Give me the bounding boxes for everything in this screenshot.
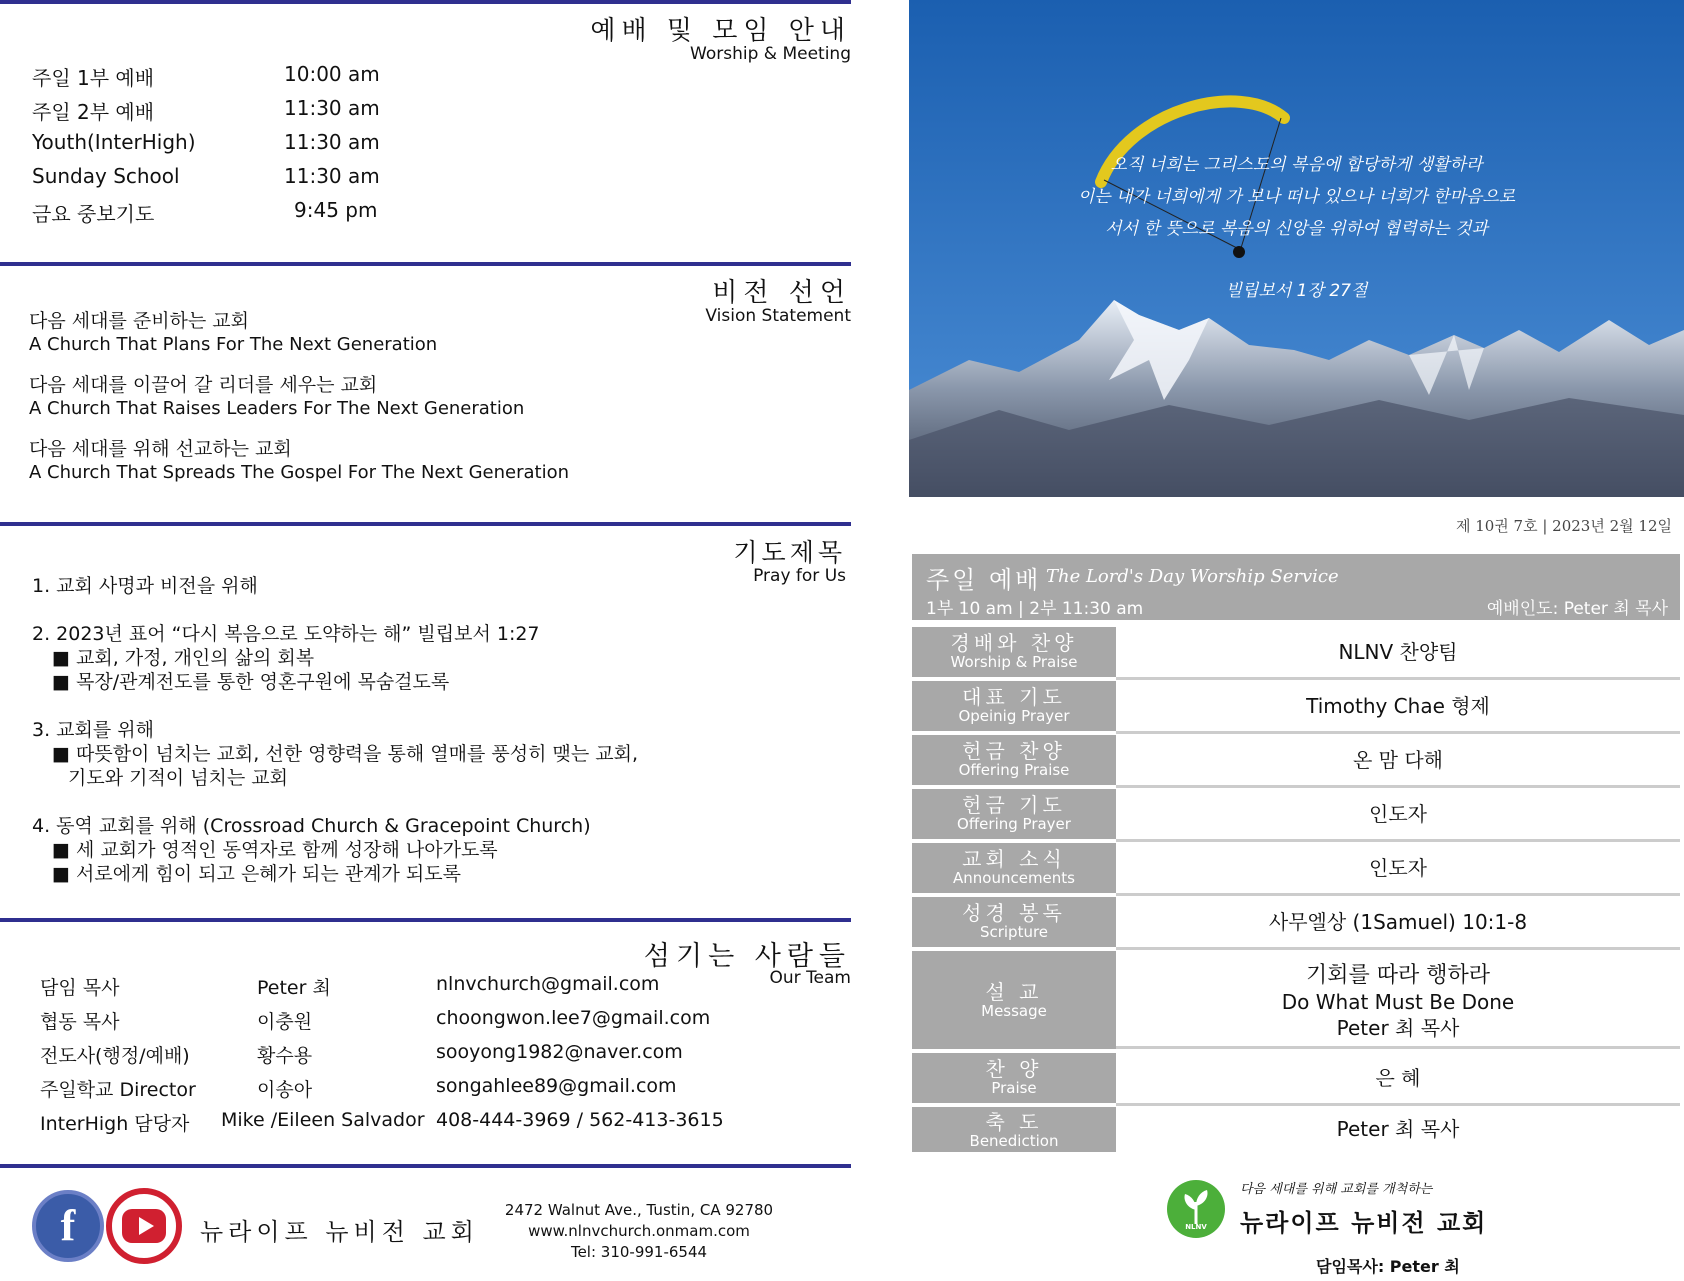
prayer-item-text: 2. 2023년 표어 “다시 복음으로 도약하는 해” 빌립보서 1:27	[32, 623, 540, 645]
prayer-bullet: ■ 서로에게 힘이 되고 은혜가 되는 관계가 되도록	[52, 863, 461, 885]
team-role: 담임 목사	[40, 977, 120, 999]
service-row-label: 교회 소식 Announcements	[912, 843, 1116, 893]
prayer-bullet: ■ 교회, 가정, 개인의 삶의 회복	[52, 647, 315, 669]
prayer-title: 기도제목	[733, 538, 846, 567]
team-email-link[interactable]: nlnvchurch@gmail.com	[436, 973, 660, 995]
service-row	[912, 1107, 1680, 1152]
section-rule	[0, 1164, 851, 1168]
team-name: 황수용	[257, 1045, 313, 1067]
service-row	[912, 735, 1680, 785]
team-email-link[interactable]: songahlee89@gmail.com	[436, 1075, 677, 1097]
footer-address: 2472 Walnut Ave., Tustin, CA 92780	[504, 1201, 774, 1219]
vision-item-ko: 다음 세대를 이끌어 갈 리더를 세우는 교회	[29, 374, 378, 396]
service-row-message	[912, 951, 1680, 1049]
vision-subtitle: Vision Statement	[705, 306, 851, 326]
mountain-sky-image	[909, 0, 1684, 497]
service-row-label: 찬 양 Praise	[912, 1053, 1116, 1103]
service-row	[912, 1053, 1680, 1103]
footer-church-name: 뉴라이프 뉴비전 교회	[200, 1218, 479, 1246]
section-rule	[0, 918, 851, 922]
vision-item-en: A Church That Raises Leaders For The Next Generation	[29, 398, 525, 419]
facebook-icon[interactable]: f	[32, 1190, 104, 1262]
team-role: 주일학교 Director	[40, 1079, 196, 1101]
service-row-label: 대표 기도 Opeinig Prayer	[912, 681, 1116, 731]
vision-item-en: A Church That Plans For The Next Generation	[29, 334, 438, 355]
service-row	[912, 789, 1680, 839]
service-leader: 예배인도: Peter 최 목사	[1486, 599, 1668, 619]
team-phone: 408-444-3969 / 562-413-3615	[436, 1109, 724, 1131]
worship-title: 예배 및 모임 안내	[590, 16, 851, 46]
team-role: 전도사(행정/예배)	[40, 1045, 190, 1067]
prayer-item-text: 3. 교회를 위해	[32, 719, 154, 741]
prayer-item-4	[32, 814, 591, 886]
footer-website-link[interactable]: www.nlnvchurch.onmam.com	[528, 1222, 750, 1240]
service-row-value: Peter 최 목사	[1336, 1117, 1460, 1141]
logo-tagline: 다음 세대를 위해 교회를 개척하는	[1240, 1182, 1433, 1197]
service-header	[912, 554, 1680, 620]
service-times: 1부 10 am | 2부 11:30 am	[926, 599, 1144, 619]
service-row	[912, 897, 1680, 947]
worship-row-time: 11:30 am	[284, 96, 380, 120]
cover-verse-line: 오직 너희는 그리스도의 복음에 합당하게 생활하라	[1110, 155, 1483, 175]
team-title: 섬기는 사람들	[643, 941, 851, 972]
service-title-ko: 주일 예배	[926, 566, 1042, 594]
section-rule	[0, 522, 851, 526]
logo-pastor: 담임목사: Peter 최	[1316, 1257, 1460, 1276]
worship-row-name: 주일 2부 예배	[32, 100, 155, 124]
cover-verse-line: 이는 내가 너희에게 가 보나 떠나 있으나 너희가 한마음으로	[1077, 187, 1516, 207]
worship-row-name: 주일 1부 예배	[32, 66, 155, 90]
section-rule	[0, 262, 851, 266]
footer-tel: Tel: 310-991-6544	[570, 1243, 708, 1261]
service-row-value: 인도자	[1116, 789, 1680, 842]
cover-photo	[909, 0, 1684, 497]
vision-item-en: A Church That Spreads The Gospel For The Next Generation	[29, 462, 570, 483]
sermon-title-en: Do What Must Be Done	[1281, 990, 1515, 1014]
worship-row-time: 11:30 am	[284, 164, 380, 188]
vision-title: 비전 선언	[712, 278, 851, 308]
prayer-subtitle: Pray for Us	[753, 566, 846, 586]
prayer-bullet: ■ 따뜻함이 넘치는 교회, 선한 영향력을 통해 열매를 풍성히 맺는 교회,	[52, 743, 638, 765]
worship-row-name: Sunday School	[32, 164, 180, 188]
team-email-link[interactable]: sooyong1982@naver.com	[436, 1041, 683, 1063]
prayer-item-3	[32, 718, 638, 790]
service-row-value: 온 맘 다해	[1116, 735, 1680, 788]
team-email-link[interactable]: choongwon.lee7@gmail.com	[436, 1007, 711, 1029]
service-row-value: 인도자	[1116, 843, 1680, 896]
worship-row-time: 9:45 pm	[294, 198, 378, 222]
team-name: Mike /Eileen Salvador	[221, 1109, 425, 1131]
cover-verse-reference: 빌립보서 1장 27절	[1225, 281, 1368, 301]
prayer-bullet: ■ 목장/관계전도를 통한 영혼구원에 목숨걸도록	[52, 671, 450, 693]
service-row-label: 성경 봉독 Scripture	[912, 897, 1116, 947]
team-name: 이송아	[257, 1079, 313, 1101]
service-row-value	[1116, 951, 1680, 1049]
service-row	[912, 843, 1680, 893]
team-name: 이충원	[257, 1011, 313, 1033]
team-role: 협동 목사	[40, 1011, 120, 1033]
footer-contact	[492, 1200, 786, 1263]
service-row-label: 경배와 찬양 Worship & Praise	[912, 627, 1116, 677]
worship-row-time: 11:30 am	[284, 130, 380, 154]
worship-row-time: 10:00 am	[284, 62, 380, 86]
worship-row-name: 금요 중보기도	[32, 202, 155, 226]
service-row	[912, 681, 1680, 731]
service-row-value: 은 혜	[1116, 1053, 1680, 1106]
worship-row-name: Youth(InterHigh)	[32, 130, 196, 154]
service-title-en: The Lord's Day Worship Service	[1046, 566, 1339, 587]
vision-item-ko: 다음 세대를 위해 선교하는 교회	[29, 438, 292, 460]
worship-subtitle: Worship & Meeting	[690, 44, 851, 64]
service-row-value: 사무엘상 (1Samuel) 10:1-8	[1116, 897, 1680, 950]
youtube-icon[interactable]	[106, 1188, 182, 1264]
prayer-item-2	[32, 622, 540, 694]
issue-info: 제 10권 7호 | 2023년 2월 12일	[1455, 517, 1672, 535]
prayer-item-1: 1. 교회 사명과 비전을 위해	[32, 575, 258, 597]
cover-verse-line: 서서 한 뜻으로 복음의 신앙을 위하여 협력하는 것과	[1105, 219, 1488, 239]
sermon-preacher: Peter 최 목사	[1336, 1016, 1460, 1040]
prayer-bullet-cont: 기도와 기적이 넘치는 교회	[68, 767, 289, 789]
prayer-bullet: ■ 세 교회가 영적인 동역자로 함께 성장해 나아가도록	[52, 839, 498, 861]
prayer-item-text: 4. 동역 교회를 위해 (Crossroad Church & Gracepoint Church)	[32, 815, 591, 837]
vision-item-ko: 다음 세대를 준비하는 교회	[29, 310, 250, 332]
logo-church-name: 뉴라이프 뉴비전 교회	[1240, 1209, 1488, 1237]
team-name: Peter 최	[257, 977, 331, 999]
service-row-value: Timothy Chae 형제	[1116, 681, 1680, 734]
service-row	[912, 627, 1680, 677]
service-row-label: 헌금 찬양 Offering Praise	[912, 735, 1116, 785]
service-row-label: 설 교 Message	[912, 951, 1116, 1049]
top-rule	[0, 0, 851, 4]
vision-list	[29, 309, 569, 485]
church-logo-icon: NLNV	[1167, 1180, 1225, 1238]
service-row-label: 축 도 Benediction	[912, 1107, 1116, 1152]
service-row-label: 헌금 기도 Offering Prayer	[912, 789, 1116, 839]
service-row-value: NLNV 찬양팀	[1116, 627, 1680, 680]
team-role: InterHigh 담당자	[40, 1113, 190, 1135]
sermon-title-ko: 기회를 따라 행하라	[1305, 963, 1490, 988]
team-subtitle: Our Team	[769, 968, 851, 988]
